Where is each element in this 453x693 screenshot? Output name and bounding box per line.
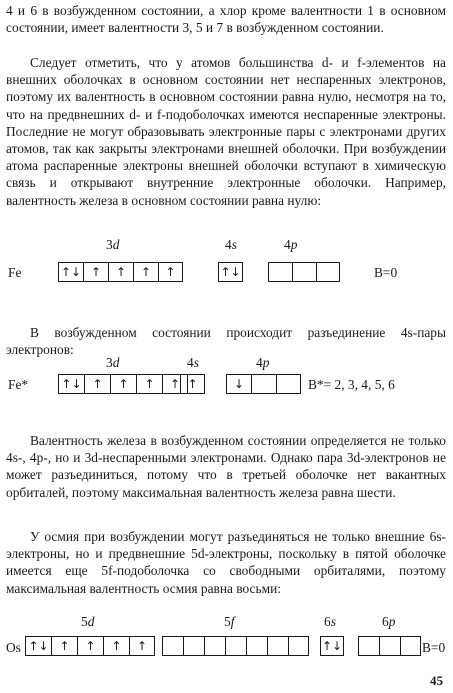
paragraph-osmium: У осмия при возбуждении могут разъединяться не только внешние 6s-электроны, но и предвнешние 5d-электроны, поскольку в пятой оболочке имеется еще 5f-подоболочка со свободными орбиталями, поэтому максимальная валентность осмия равна восьми: [6,529,446,596]
valence-result-fe: B=0 [374,265,398,280]
orbital-cell [288,636,309,656]
orbital-boxes-4p [268,262,340,282]
orbital-cell: ↑ [136,374,162,394]
orbital-cell: ↑ [83,262,108,282]
orbital-cell [358,636,379,656]
orbital-boxes-3d [58,374,188,394]
atom-label-fe: Fe [8,265,22,280]
orbital-cell: ↑ [158,262,183,282]
orbital-cell: ↓ [226,374,251,394]
orbital-cell: ↑↓ [320,636,344,656]
sublevel-label-5d: 5d [81,614,95,629]
orbital-boxes-6p [358,636,421,656]
orbital-cell: ↑ [129,636,155,656]
orbital-boxes-5d [25,636,155,656]
orbital-boxes-4p [226,374,301,394]
valence-result-fe-excited: B*= 2, 3, 4, 5, 6 [308,377,395,392]
sublevel-label-6s: 6s [324,614,336,629]
orbital-cell: ↑ [180,374,205,394]
sublevel-label-4s: 4s [225,237,237,252]
orbital-cell: ↑ [162,374,188,394]
orbital-cell [379,636,400,656]
orbital-cell: ↑↓ [218,262,243,282]
orbital-cell: ↑↓ [58,374,84,394]
orbital-cell [251,374,276,394]
orbital-cell [292,262,316,282]
paragraph-fe-excitation: В возбужденном состоянии происходит разъединение 4s-пары электронов: [6,325,446,358]
orbital-cell: ↑ [51,636,77,656]
orbital-cell [400,636,421,656]
atom-label-os: Os [6,640,21,655]
sublevel-label-4p: 4p [256,355,270,370]
orbital-cell: ↑ [103,636,129,656]
paragraph-fe-max-valence: Валентность железа в возбужденном состоянии определяется не только 4s-, 4p-, но и 3d-неспаренными электронами. Однако пара 3d-электронов не может разъединиться, потому что в третьей оболочке нет вакантных орбиталей, поэтому максимальная валентность железа равна шести. [6,433,446,500]
orbital-cell: ↑ [108,262,133,282]
orbital-cell: ↑ [84,374,110,394]
orbital-cell [162,636,183,656]
orbital-cell [183,636,204,656]
orbital-cell: ↑ [77,636,103,656]
orbital-cell: ↑ [133,262,158,282]
orbital-cell: ↑ [110,374,136,394]
page-number: 45 [430,673,443,688]
sublevel-label-5f: 5f [224,614,235,629]
orbital-cell [204,636,225,656]
paragraph-valence-chlorine: 4 и 6 в возбужденном состоянии, а хлор кроме валентности 1 в основном состоянии, имеет валентности 3, 5 и 7 в возбужденном состоянии. [6,3,446,36]
orbital-cell [225,636,246,656]
orbital-boxes-6s [320,636,344,656]
sublevel-label-3d: 3d [106,237,120,252]
orbital-cell [316,262,340,282]
sublevel-label-4p: 4p [284,237,298,252]
orbital-boxes-5f [162,636,309,656]
orbital-boxes-3d [58,262,183,282]
orbital-cell [246,636,267,656]
atom-label-fe-excited: Fe* [8,377,29,392]
orbital-cell [276,374,301,394]
orbital-cell: ↑↓ [25,636,51,656]
sublevel-label-4s: 4s [187,355,199,370]
orbital-cell [267,636,288,656]
orbital-boxes-4s [180,374,205,394]
orbital-cell [268,262,292,282]
sublevel-label-3d: 3d [106,355,120,370]
valence-result-os: B=0 [422,640,446,655]
orbital-cell: ↑↓ [58,262,83,282]
sublevel-label-6p: 6p [382,614,396,629]
orbital-boxes-4s [218,262,243,282]
paragraph-d-f-elements: Следует отметить, что у атомов большинства d- и f-элементов на внешних оболочках в основном состоянии нет неспаренных электронов, поэтому их валентность в основном состоянии равна нулю, несмотря на то, что на предвнешних d- и f-подоболочках имеются неспаренные электроны. Последние не могут образовывать электронные пары с электронами других атомов, так как закрыты электронами внешней оболочки. При возбуждении атома распаренные электроны внешней оболочки вступают в химическую связь и открывают внутренние электронные оболочки. Например, валентность железа в основном состоянии равна нулю: [6,55,446,208]
